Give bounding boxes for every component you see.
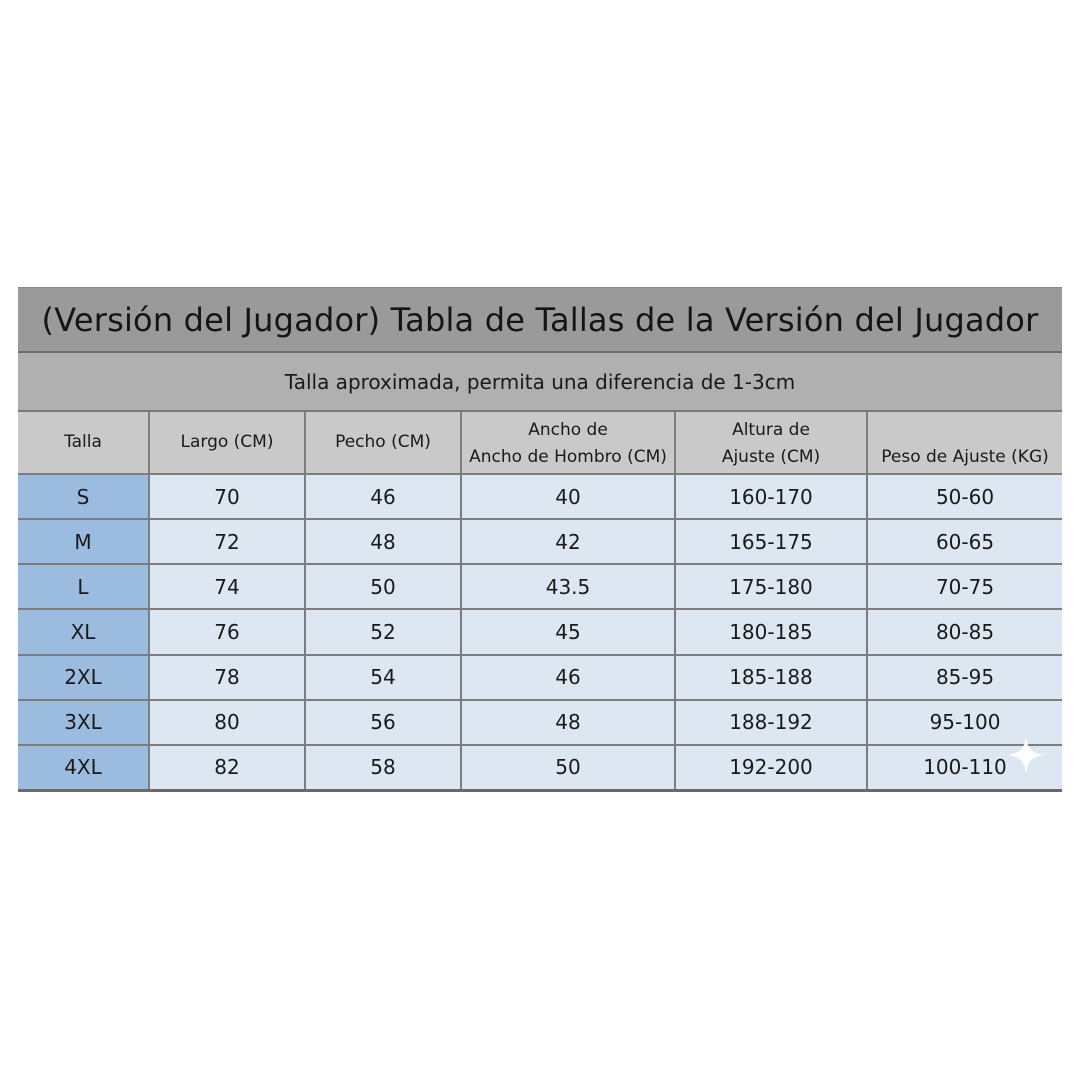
table-row	[18, 745, 1062, 791]
largo-cell: 70	[149, 474, 305, 519]
peso-cell: 50-60	[867, 474, 1062, 519]
table-header-row	[18, 412, 1062, 474]
altura-cell: 185-188	[675, 655, 867, 700]
largo-cell: 80	[149, 700, 305, 745]
pecho-cell: 54	[305, 655, 461, 700]
header-talla	[18, 412, 149, 474]
pecho-cell: 58	[305, 745, 461, 791]
peso-cell: 70-75	[867, 564, 1062, 609]
peso-cell: 95-100	[867, 700, 1062, 745]
chart-title: (Versión del Jugador) Tabla de Tallas de la Versión del Jugador	[18, 287, 1062, 353]
header-altura-line1: Altura de	[732, 420, 810, 440]
header-largo	[149, 412, 305, 474]
peso-cell: 80-85	[867, 609, 1062, 654]
size-cell: 3XL	[18, 700, 149, 745]
pecho-cell: 48	[305, 519, 461, 564]
table-row	[18, 564, 1062, 609]
peso-cell: 85-95	[867, 655, 1062, 700]
size-cell: 4XL	[18, 745, 149, 791]
header-talla-label: Talla	[64, 432, 102, 452]
table-row	[18, 519, 1062, 564]
pecho-cell: 46	[305, 474, 461, 519]
altura-cell: 165-175	[675, 519, 867, 564]
largo-cell: 82	[149, 745, 305, 791]
hombro-cell: 43.5	[461, 564, 675, 609]
table-row	[18, 609, 1062, 654]
header-hombro-line2: Ancho de Hombro (CM)	[469, 447, 667, 467]
header-altura-line2: Ajuste (CM)	[721, 447, 821, 467]
hombro-cell: 45	[461, 609, 675, 654]
pecho-cell: 50	[305, 564, 461, 609]
altura-cell: 192-200	[675, 745, 867, 791]
pecho-cell: 52	[305, 609, 461, 654]
hombro-cell: 40	[461, 474, 675, 519]
header-altura	[675, 412, 867, 474]
header-hombro-line1: Ancho de	[528, 420, 608, 440]
header-pecho	[305, 412, 461, 474]
hombro-cell: 50	[461, 745, 675, 791]
chart-subtitle: Talla aproximada, permita una diferencia de 1-3cm	[18, 353, 1062, 412]
altura-cell: 160-170	[675, 474, 867, 519]
hombro-cell: 46	[461, 655, 675, 700]
sparkle-icon	[1006, 735, 1046, 775]
pecho-cell: 56	[305, 700, 461, 745]
size-table	[18, 412, 1062, 792]
hombro-cell: 42	[461, 519, 675, 564]
table-row	[18, 700, 1062, 745]
size-cell: 2XL	[18, 655, 149, 700]
altura-cell: 188-192	[675, 700, 867, 745]
size-cell: S	[18, 474, 149, 519]
header-peso	[867, 412, 1062, 474]
largo-cell: 76	[149, 609, 305, 654]
header-pecho-label: Pecho (CM)	[335, 432, 431, 452]
largo-cell: 72	[149, 519, 305, 564]
size-cell: M	[18, 519, 149, 564]
header-hombro	[461, 412, 675, 474]
hombro-cell: 48	[461, 700, 675, 745]
size-chart	[18, 287, 1062, 792]
altura-cell: 180-185	[675, 609, 867, 654]
peso-cell: 60-65	[867, 519, 1062, 564]
table-row	[18, 474, 1062, 519]
altura-cell: 175-180	[675, 564, 867, 609]
peso-cell: 100-110	[867, 745, 1062, 791]
header-peso-label: Peso de Ajuste (KG)	[881, 447, 1049, 467]
largo-cell: 78	[149, 655, 305, 700]
size-cell: XL	[18, 609, 149, 654]
largo-cell: 74	[149, 564, 305, 609]
table-row	[18, 655, 1062, 700]
header-largo-label: Largo (CM)	[180, 432, 274, 452]
size-cell: L	[18, 564, 149, 609]
